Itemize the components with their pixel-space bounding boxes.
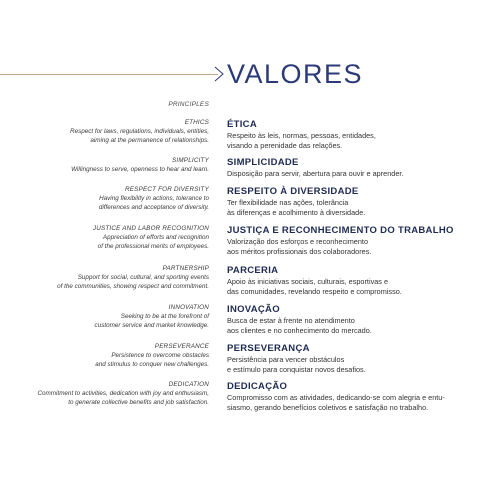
english-value-description: Respect for laws, regulations, individuals, entities, — [70, 127, 209, 135]
english-translation — [95, 304, 209, 330]
portuguese-value — [227, 343, 477, 375]
value-title: INOVAÇÃO — [227, 304, 280, 315]
portuguese-value — [227, 119, 477, 151]
english-value-description: Having flexibility in actions, tolerance to — [99, 194, 209, 202]
value-title: PERSEVERANÇA — [227, 343, 310, 354]
value-description: Persistência para vencer obstáculos e estímulo para conquistar novos desafios. — [227, 355, 366, 374]
english-value-description: and stimulus to conquer new challenges. — [95, 360, 209, 368]
value-description: Ter flexibilidade nas ações, tolerância às diferenças e acolhimento à diversidade. — [227, 198, 366, 217]
value-title: JUSTIÇA E RECONHECIMENTO DO TRABALHO — [227, 225, 454, 236]
english-value-description: Seeking to be at the forefront of — [120, 312, 209, 320]
value-description: Busca de estar à frente no atendimento aos clientes e no conhecimento do mercado. — [227, 316, 372, 335]
english-value-description: of the communities, showing respect and commitment. — [57, 282, 209, 290]
portuguese-value — [227, 157, 477, 179]
portuguese-value — [227, 304, 477, 336]
english-translation — [57, 265, 209, 291]
english-value-description: Appreciation of efforts and recognition — [102, 233, 209, 241]
value-title: PARCERIA — [227, 265, 279, 276]
portuguese-value — [227, 381, 477, 413]
english-value-description: to generate collective benefits and job satisfaction. — [68, 398, 209, 406]
english-translation — [93, 225, 209, 251]
english-translation — [71, 157, 209, 175]
english-value-description: Persistence to overcome obstacles — [111, 351, 209, 359]
english-value-description: Commitment to activities, dedication with joy and enthusiasm, — [37, 389, 209, 397]
value-description: Valorização dos esforços e reconhecimento aos méritos profissionais dos colaboradores. — [227, 237, 372, 256]
english-value-title: SIMPLICITY — [172, 157, 209, 164]
english-value-title: INNOVATION — [168, 304, 209, 311]
portuguese-value — [227, 186, 477, 218]
english-value-title: ETHICS — [184, 119, 209, 126]
english-value-description: customer service and market knowledge. — [94, 321, 209, 329]
value-title: DEDICAÇÃO — [227, 381, 288, 392]
value-description: Respeito às leis, normas, pessoas, entidades, visando a perenidade das relações. — [227, 131, 376, 150]
english-value-description: Willingness to serve, openness to hear and learn. — [71, 165, 209, 173]
english-value-description: of the professional merits of employees. — [97, 242, 209, 250]
value-title: SIMPLICIDADE — [227, 157, 299, 168]
english-value-title: DEDICATION — [168, 381, 209, 388]
page-title: VALORES — [227, 59, 364, 89]
english-translation — [70, 119, 209, 145]
english-value-description: aiming at the permanence of relationships. — [90, 136, 209, 144]
english-translation — [99, 186, 209, 212]
english-value-title: RESPECT FOR DIVERSITY — [125, 186, 209, 193]
english-value-title: PARTNERSHIP — [162, 265, 209, 272]
value-description: Apoio às iniciativas sociais, culturais, esportivas e das comunidades, revelando respeito e compromisso. — [227, 277, 402, 296]
english-value-title: JUSTICE AND LABOR RECOGNITION — [92, 225, 209, 232]
header-rule — [0, 74, 218, 75]
english-value-description: Support for social, cultural, and sporting events — [77, 273, 209, 281]
value-description: Compromisso com as atividades, dedicando-se com alegria e entu- siasmo, gerando benefícios coletivos e satisfação no trabalho. — [227, 393, 445, 412]
english-value-description: differences and acceptance of diversity. — [98, 203, 209, 211]
english-value-title: PERSEVERANCE — [154, 343, 209, 350]
english-translation — [38, 381, 210, 407]
portuguese-value — [227, 265, 477, 297]
value-description: Disposição para servir, abertura para ouvir e aprender. — [227, 169, 404, 178]
portuguese-value — [227, 225, 477, 257]
value-title: ÉTICA — [227, 119, 257, 130]
english-translation — [95, 343, 209, 369]
value-title: RESPEITO À DIVERSIDADE — [227, 186, 359, 197]
principles-label: PRINCIPLES — [168, 101, 209, 108]
chevron-right-icon — [212, 66, 228, 82]
